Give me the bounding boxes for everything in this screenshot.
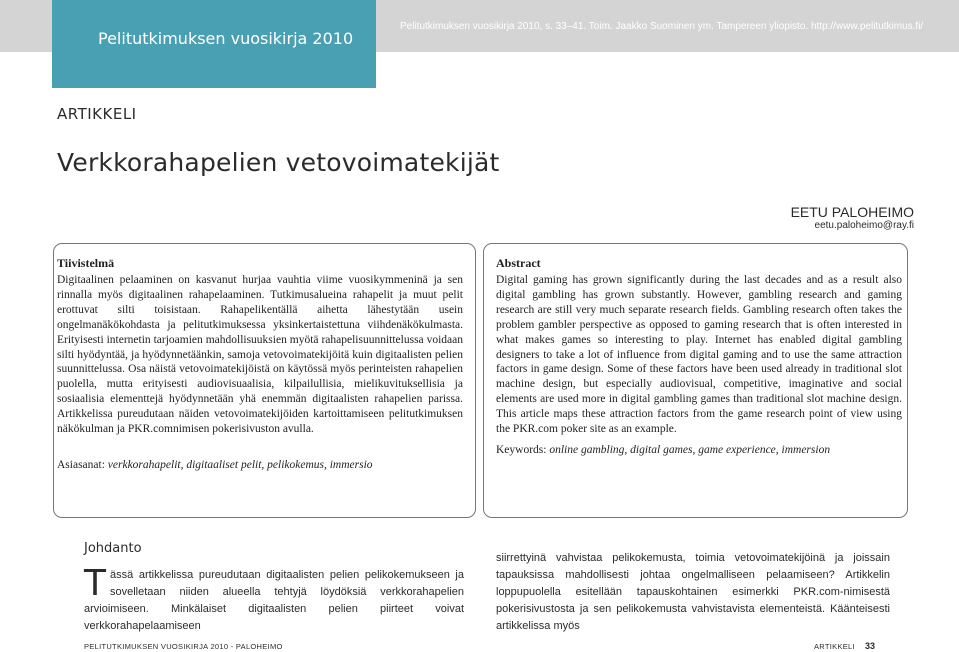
intro-left-body: ässä artikkelissa pureudutaan digitaalisten pelien pelikokemukseen ja sovelletaan niiden alueella tehtyjä löydöksiä verkkorahapelien arvioimiseen. Minkälaiset digitaalisten pelien piirteet voivat verkkorahapelaamiseen — [84, 569, 464, 632]
journal-title: Pelitutkimuksen vuosikirja 2010 — [98, 29, 354, 48]
author-email: eetu.paloheimo@ray.fi — [814, 220, 914, 231]
section-label: ARTIKKELI — [57, 105, 137, 123]
page-number: 33 — [865, 641, 876, 651]
abstract-en-heading: Abstract — [496, 256, 541, 270]
keywords-values: online gambling, digital games, game experience, immersion — [549, 444, 831, 456]
abstract-en-keywords — [496, 443, 902, 458]
abstract-fi-keywords — [57, 458, 463, 473]
intro-left-text — [84, 563, 464, 635]
article-title: Verkkorahapelien vetovoimatekijät — [57, 148, 500, 177]
intro-heading: Johdanto — [84, 541, 142, 556]
intro-right-text: siirrettyinä vahvistaa pelikokemusta, toimia vetovoimatekijöinä ja joissain tapauksissa mahdollisesti johtaa ongelmalliseen pelaamiseen? Artikkelin loppupuolella esitellään tapauskohtainen esimerkki PKR.com-nimisestä pokerisivustosta ja sen pelikokemusta vahvistavista elementeistä. Käänteisesti artikkelissa myös — [496, 552, 890, 632]
citation: Pelitutkimuksen vuosikirja 2010, s. 33–41. Toim. Jaakko Suominen ym. Tampereen yliopisto. http://www.pelitutkimus.fi/ — [400, 21, 924, 32]
keywords-label: Keywords: — [496, 444, 547, 456]
footer-section: ARTIKKELI — [814, 642, 855, 651]
abstract-en-box — [483, 243, 908, 518]
abstract-en-body: Digital gaming has grown significantly during the last decades and as a result also digital gambling has grown substantly. However, gambling research and gaming research are still very much separate research fields. Gambling research often takes the problem gambler perspective as opposed to gaming research that is often interested in what makes games so interesting to play. Internet has enabled digital gambling designers to take a lot of influence from digital gaming and to use the same attraction factors in game design. Some of these factors have been used already in traditional slot machine design, but especially audiovisual, competitive, imaginative and social elements are used more in digital gambling games than traditional slot machine design. This article maps these attraction factors from the game research point of view using the PKR.com poker site as an example. — [496, 274, 902, 436]
author-name: EETU PALOHEIMO — [790, 204, 914, 220]
abstract-fi-heading: Tiivistelmä — [57, 256, 115, 270]
footer-running-head: PELITUTKIMUKSEN VUOSIKIRJA 2010 - PALOHEIMO — [84, 642, 283, 651]
keywords-values: verkkorahapelit, digitaaliset pelit, pelikokemus, immersio — [107, 459, 373, 471]
dropcap: T — [84, 563, 106, 604]
abstract-fi-body: Digitaalinen pelaaminen on kasvanut hurjaa vauhtia viime vuosikymmeninä ja sen rinnalla myös digitaalinen rahapelaaminen. Tutkimusalueina rahapelit ja muut pelit erottuvat silti toisistaan. Rahapelikentällä aihetta lähestytään usein ongelmanäkökohdasta ja pelitutkimuksessa yksinkertaistettuna viihdenäkökulmasta. Erityisesti internetin tarjoamien mahdollisuuksien myötä rahapelisuunnittelussa voidaan silti hyödyntää, ja hyödynnetäänkin, samoja vetovoimatekijöitä kuin digitaalisten pelien suunnittelussa. Osa näistä vetovoimatekijöistä on käytössä myös perinteisten rahapelien puolella, mutta erityisesti audiovisuaalisia, kilpailullisia, mielikuvituksellisia ja sosiaalisia elementtejä hyödynnetään yhä enemmän digitaalisten rahapelien parissa. Artikkelissa pureudutaan näiden vetovoimatekijöiden kartoittamiseen pelitutkimuksen näkökulman ja PKR.comnimisen pokerisivuston avulla. — [57, 274, 463, 436]
abstract-fi-box — [53, 243, 476, 518]
keywords-label: Asiasanat: — [57, 459, 105, 471]
